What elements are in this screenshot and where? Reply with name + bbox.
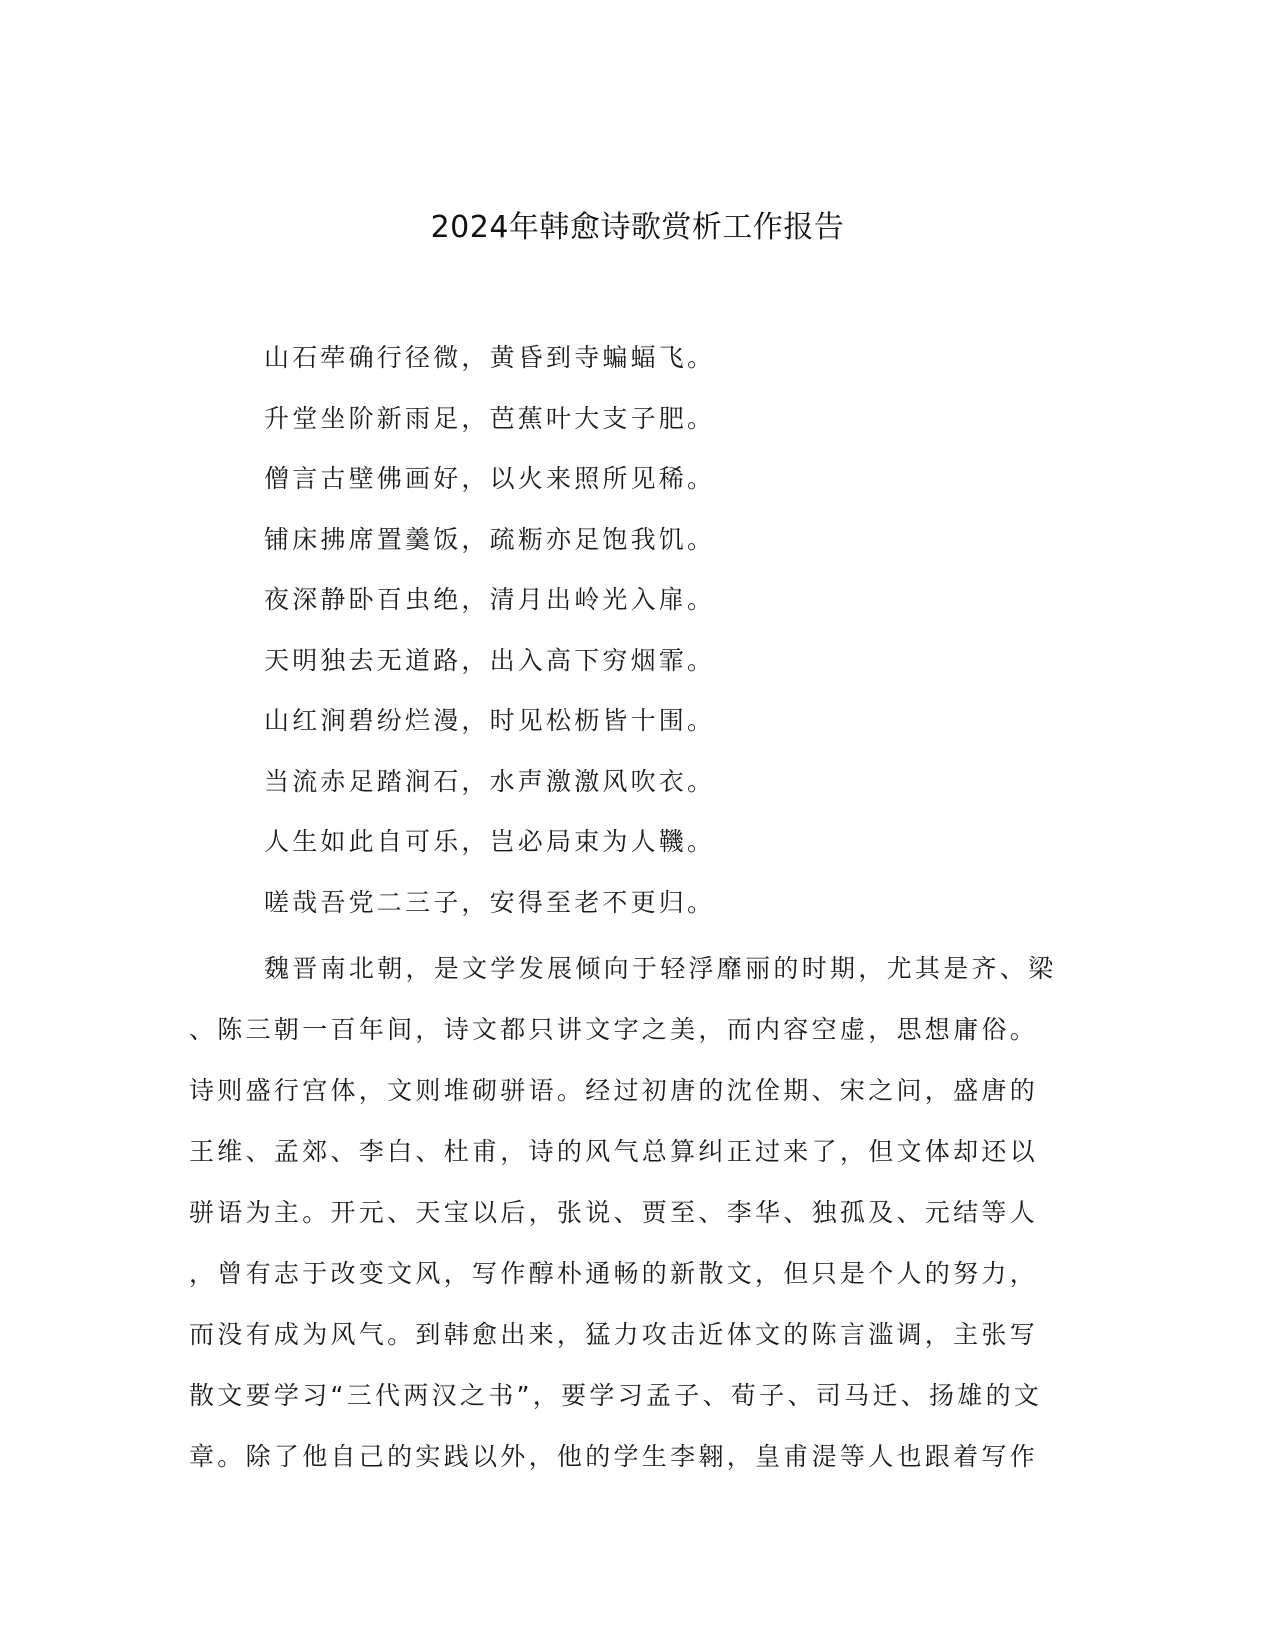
poem-line: 升堂坐阶新雨足，芭蕉叶大支子肥。 [264,403,716,433]
poem-line: 夜深静卧百虫绝，清月出岭光入扉。 [264,585,716,614]
poem-line: 山红涧碧纷烂漫，时见松枥皆十围。 [264,706,716,735]
paragraph-line: 散文要学习“三代两汉之书”，要学习孟子、荀子、司马迁、扬雄的文 [189,1381,1043,1410]
poem-line: 当流赤足踏涧石，水声激激风吹衣。 [264,766,716,796]
paragraph-line: 、陈三朝一百年间，诗文都只讲文字之美，而内容空虚，思想庸俗。 [189,1015,1039,1044]
poem-line: 铺床拂席置羹饭，疏粝亦足饱我饥。 [264,524,716,554]
poem-line: 僧言古壁佛画好，以火来照所见稀。 [264,464,716,493]
poem-line: 山石荦确行径微，黄昏到寺蝙蝠飞。 [264,343,716,372]
poem-line: 天明独去无道路，出入高下穷烟霏。 [264,645,716,675]
paragraph-line: 诗则盛行宫体，文则堆砌骈语。经过初唐的沈佺期、宋之问，盛唐的 [189,1076,1039,1105]
paragraph-line: 王维、孟郊、李白、杜甫，诗的风气总算纠正过来了，但文体却还以 [189,1137,1039,1166]
body-paragraph [189,938,1069,1487]
paragraph-line: ，曾有志于改变文风，写作醇朴通畅的新散文，但只是个人的努力， [189,1259,1039,1288]
poem-line: 人生如此自可乐，岂必局束为人鞿。 [264,827,716,856]
poem-line: 嗟哉吾党二三子，安得至老不更归。 [264,887,716,917]
paragraph-line: 而没有成为风气。到韩愈出来，猛力攻击近体文的陈言滥调，主张写 [189,1320,1039,1349]
document-title: 2024年韩愈诗歌赏析工作报告 [430,210,845,245]
poem-block [264,328,715,933]
paragraph-line: 骈语为主。开元、天宝以后，张说、贾至、李华、独孤及、元结等人 [189,1198,1039,1227]
paragraph-line: 魏晋南北朝，是文学发展倾向于轻浮靡丽的时期，尤其是齐、梁 [264,954,1057,983]
paragraph-line: 章。除了他自己的实践以外，他的学生李翱，皇甫湜等人也跟着写作 [189,1442,1039,1471]
